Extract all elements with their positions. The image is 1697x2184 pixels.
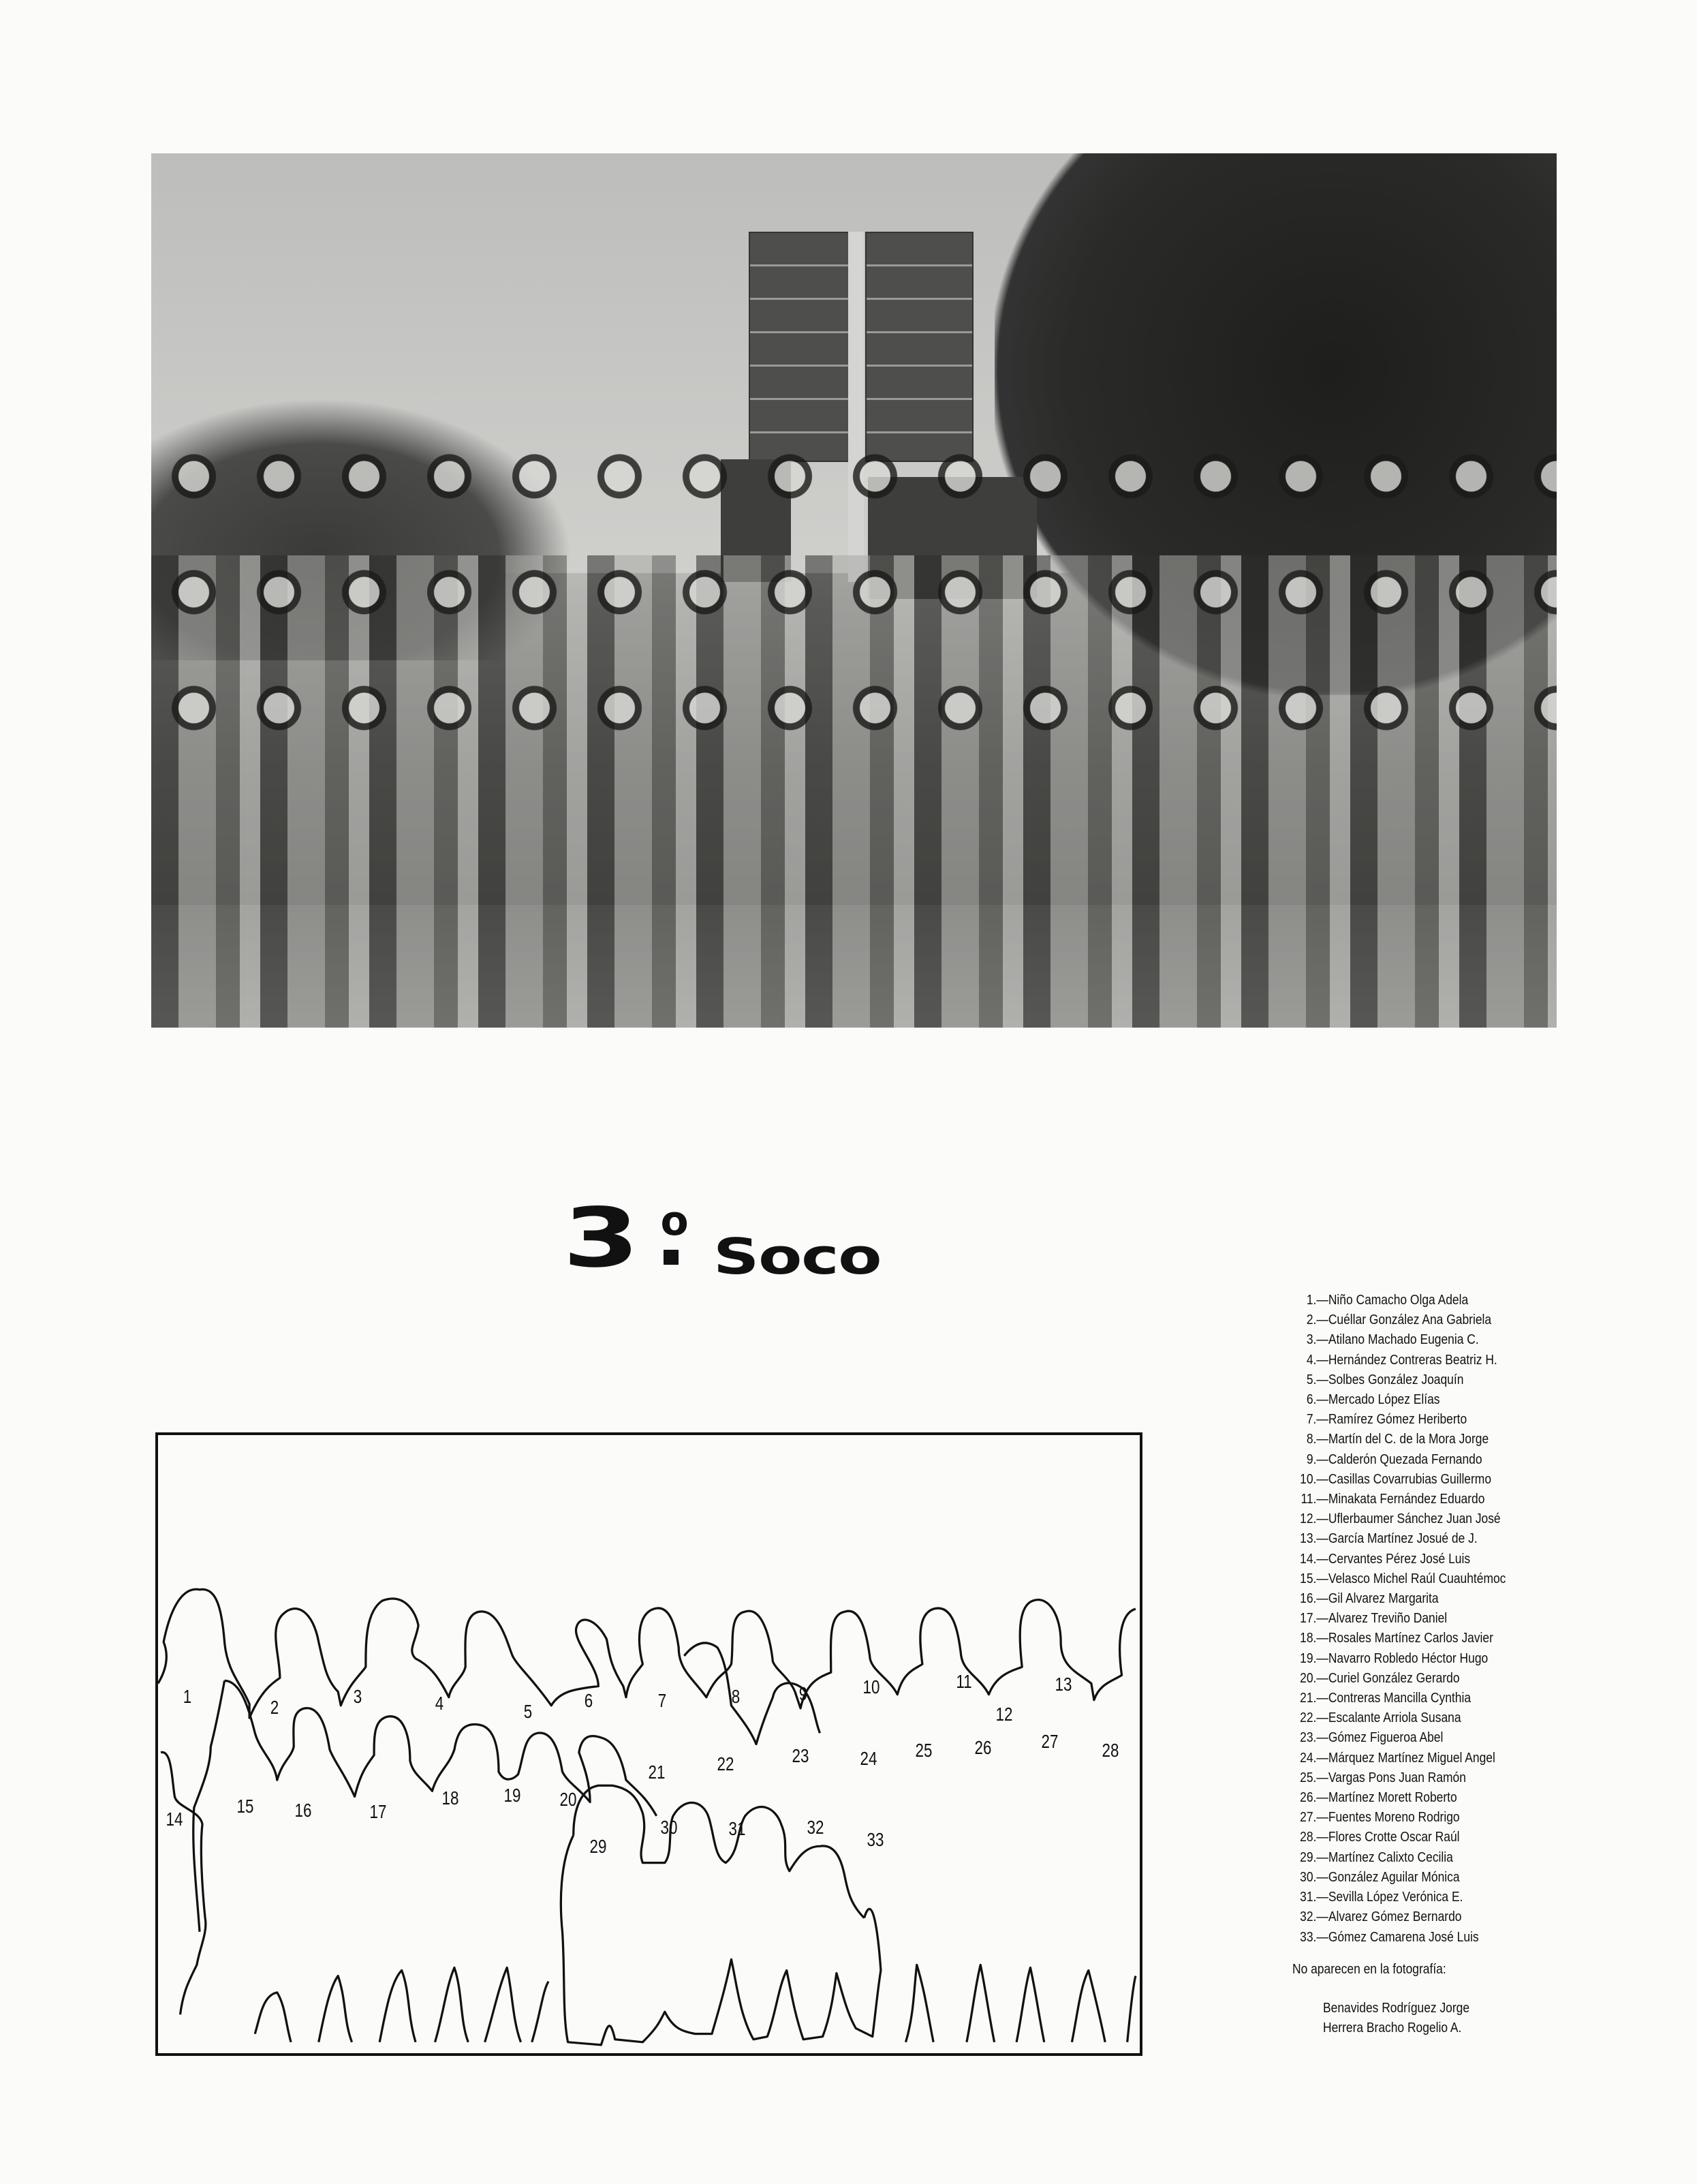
silhouette-number: 18 xyxy=(441,1787,459,1809)
roster-number: 28. xyxy=(1300,1829,1317,1845)
roster-number: 8. xyxy=(1306,1431,1317,1447)
roster-entry xyxy=(1291,1389,1506,1409)
roster-number: 32. xyxy=(1300,1909,1317,1925)
roster-name: —Gil Alvarez Margarita xyxy=(1316,1590,1439,1607)
roster-name: —Flores Crotte Oscar Raúl xyxy=(1316,1829,1460,1845)
roster-entry xyxy=(1291,1549,1506,1569)
silhouette-number: 23 xyxy=(792,1744,809,1766)
roster-number: 33. xyxy=(1300,1928,1317,1945)
silhouette-key-diagram xyxy=(155,1432,1142,2056)
roster-number: 26. xyxy=(1300,1789,1317,1806)
roster-name: —Martín del C. de la Mora Jorge xyxy=(1316,1431,1489,1447)
ordinal-dot xyxy=(664,1250,679,1265)
silhouette-number: 22 xyxy=(717,1753,734,1774)
roster-number: 29. xyxy=(1300,1849,1317,1865)
roster-entry xyxy=(1291,1569,1506,1588)
roster-number: 18. xyxy=(1300,1630,1317,1646)
silhouette-number: 8 xyxy=(731,1685,740,1707)
roster-entry xyxy=(1291,1688,1506,1708)
roster-name: —Martínez Calixto Cecilia xyxy=(1316,1849,1453,1865)
roster-name: —Alvarez Gómez Bernardo xyxy=(1316,1909,1462,1925)
silhouette-number: 28 xyxy=(1102,1739,1119,1761)
roster-name: —González Aguilar Mónica xyxy=(1316,1868,1460,1885)
roster-entry xyxy=(1291,1887,1506,1907)
roster-name: —Gómez Camarena José Luis xyxy=(1316,1928,1479,1945)
silhouette-number: 26 xyxy=(974,1736,992,1758)
photo-sign-right xyxy=(865,232,974,462)
roster-number: 16. xyxy=(1300,1590,1317,1607)
silhouette-number: 29 xyxy=(589,1835,607,1857)
absent-student: Benavides Rodríguez Jorge xyxy=(1323,2000,1470,2016)
roster-name: —Cuéllar González Ana Gabriela xyxy=(1316,1312,1492,1328)
roster-number: 31. xyxy=(1300,1889,1317,1905)
roster-entry xyxy=(1291,1449,1506,1469)
group-name: Soco xyxy=(713,1228,882,1285)
roster-name: —Calderón Quezada Fernando xyxy=(1316,1451,1482,1467)
silhouette-number: 1 xyxy=(183,1685,191,1707)
roster-number: 17. xyxy=(1300,1610,1317,1627)
roster-entry xyxy=(1291,1329,1506,1349)
roster-number: 3. xyxy=(1306,1332,1317,1348)
roster-name: —Ramírez Gómez Heriberto xyxy=(1316,1411,1467,1428)
silhouette-number: 7 xyxy=(657,1689,667,1711)
roster-name: —Casillas Covarrubias Guillermo xyxy=(1316,1471,1492,1487)
roster-number: 9. xyxy=(1306,1451,1317,1467)
roster-entry xyxy=(1291,1807,1506,1827)
roster-entry xyxy=(1291,1370,1506,1389)
roster-number: 2. xyxy=(1306,1312,1317,1328)
roster-entry xyxy=(1291,1867,1506,1887)
roster-entry xyxy=(1291,1847,1506,1867)
silhouette-number: 5 xyxy=(523,1701,532,1723)
roster-name: —Velasco Michel Raúl Cuauhtémoc xyxy=(1316,1570,1506,1586)
roster-entry xyxy=(1291,1628,1506,1648)
roster-name: —Cervantes Pérez José Luis xyxy=(1316,1550,1471,1567)
roster-entry xyxy=(1291,1489,1506,1509)
silhouette-number: 19 xyxy=(503,1785,521,1806)
grade-number: 3 xyxy=(563,1191,638,1286)
roster-number: 15. xyxy=(1300,1570,1317,1586)
roster-name: —Vargas Pons Juan Ramón xyxy=(1316,1769,1466,1785)
roster-name: —Atilano Machado Eugenia C. xyxy=(1316,1332,1479,1348)
silhouette-number: 31 xyxy=(728,1817,746,1839)
silhouette-number: 9 xyxy=(798,1682,808,1704)
roster-entry xyxy=(1291,1509,1506,1528)
roster-entry xyxy=(1291,1648,1506,1668)
roster-name: —Minakata Fernández Eduardo xyxy=(1316,1491,1485,1507)
roster-name: —Alvarez Treviño Daniel xyxy=(1316,1610,1448,1627)
silhouette-number: 16 xyxy=(294,1800,312,1821)
silhouette-number: 13 xyxy=(1055,1673,1072,1695)
roster-entry xyxy=(1291,1787,1506,1807)
silhouette-number: 14 xyxy=(166,1808,183,1830)
roster-entry xyxy=(1291,1827,1506,1847)
roster-number: 22. xyxy=(1300,1710,1317,1726)
silhouette-number: 10 xyxy=(862,1676,880,1697)
roster-entry xyxy=(1291,1768,1506,1787)
roster-number: 4. xyxy=(1306,1351,1317,1368)
silhouette-number: 2 xyxy=(270,1696,279,1718)
roster-entry xyxy=(1291,1429,1506,1449)
silhouette-number: 24 xyxy=(860,1747,877,1769)
roster-number: 5. xyxy=(1306,1371,1317,1387)
roster-number: 21. xyxy=(1300,1690,1317,1706)
roster-name: —Mercado López Elías xyxy=(1316,1391,1440,1408)
roster-name: —Gómez Figueroa Abel xyxy=(1316,1729,1444,1746)
roster-number: 19. xyxy=(1300,1650,1317,1666)
ordinal-indicator: o xyxy=(660,1197,689,1245)
silhouette-outlines xyxy=(158,1435,1140,2053)
roster-name: —Solbes González Joaquín xyxy=(1316,1371,1464,1387)
roster-number: 10. xyxy=(1300,1471,1317,1487)
roster-name: —Sevilla López Verónica E. xyxy=(1316,1889,1463,1905)
roster-entry xyxy=(1291,1310,1506,1329)
silhouette-number: 33 xyxy=(867,1828,884,1850)
roster-number: 11. xyxy=(1301,1491,1317,1507)
silhouette-number: 30 xyxy=(660,1816,678,1838)
roster-entry xyxy=(1291,1290,1506,1310)
page-title xyxy=(563,1191,882,1286)
roster-name: —Contreras Mancilla Cynthia xyxy=(1316,1690,1472,1706)
roster-entry xyxy=(1291,1608,1506,1628)
roster-entry xyxy=(1291,1409,1506,1429)
roster-number: 14. xyxy=(1300,1550,1317,1567)
roster-entry xyxy=(1291,1748,1506,1768)
roster-name: —Curiel González Gerardo xyxy=(1316,1670,1460,1686)
roster-name: —Márquez Martínez Miguel Angel xyxy=(1316,1749,1495,1766)
silhouette-number: 6 xyxy=(584,1689,593,1711)
roster-entry xyxy=(1291,1907,1506,1926)
silhouette-number: 11 xyxy=(956,1670,972,1692)
photo-faces xyxy=(151,442,1557,791)
roster-number: 27. xyxy=(1300,1809,1317,1826)
roster-number: 20. xyxy=(1300,1670,1317,1686)
class-photo xyxy=(151,153,1557,1028)
roster-entry xyxy=(1291,1469,1506,1489)
roster-name: —Uflerbaumer Sánchez Juan José xyxy=(1316,1511,1501,1527)
silhouette-number: 4 xyxy=(435,1692,443,1714)
roster-name: —Rosales Martínez Carlos Javier xyxy=(1316,1630,1493,1646)
roster-entry xyxy=(1291,1708,1506,1727)
silhouette-number: 15 xyxy=(236,1796,254,1817)
photo-sign-left xyxy=(749,232,857,462)
roster-entry xyxy=(1291,1727,1506,1747)
roster-entry xyxy=(1291,1350,1506,1370)
silhouette-number: 12 xyxy=(995,1704,1013,1725)
roster-name: —Escalante Arriola Susana xyxy=(1316,1710,1461,1726)
roster-number: 12. xyxy=(1300,1511,1317,1527)
roster-number: 25. xyxy=(1300,1769,1317,1785)
roster-name: —Navarro Robledo Héctor Hugo xyxy=(1316,1650,1489,1666)
roster-entry xyxy=(1291,1927,1506,1947)
roster-number: 13. xyxy=(1300,1531,1317,1547)
roster-name: —Niño Camacho Olga Adela xyxy=(1316,1292,1469,1308)
silhouette-number: 3 xyxy=(353,1685,362,1707)
roster-name: —Fuentes Moreno Rodrigo xyxy=(1316,1809,1460,1826)
silhouette-number: 20 xyxy=(559,1789,577,1811)
absent-heading: No aparecen en la fotografía: xyxy=(1292,1961,1446,1977)
roster-name: —Martínez Morett Roberto xyxy=(1316,1789,1457,1806)
roster-name: —García Martínez Josué de J. xyxy=(1316,1531,1478,1547)
silhouette-number: 25 xyxy=(915,1739,933,1761)
roster-entry xyxy=(1291,1528,1506,1548)
absent-list xyxy=(1323,1998,1469,2037)
roster-number: 24. xyxy=(1300,1749,1317,1766)
roster-number: 23. xyxy=(1300,1729,1317,1746)
roster-number: 1. xyxy=(1306,1292,1317,1308)
silhouette-number: 27 xyxy=(1041,1731,1059,1753)
roster-entry xyxy=(1291,1588,1506,1608)
student-roster xyxy=(1291,1290,1506,1947)
silhouette-number: 17 xyxy=(369,1801,387,1823)
roster-name: —Hernández Contreras Beatriz H. xyxy=(1316,1351,1497,1368)
absent-student: Herrera Bracho Rogelio A. xyxy=(1323,2020,1462,2035)
roster-entry xyxy=(1291,1668,1506,1688)
silhouette-number: 32 xyxy=(807,1816,824,1838)
roster-number: 7. xyxy=(1306,1411,1317,1428)
roster-number: 6. xyxy=(1306,1391,1317,1408)
roster-number: 30. xyxy=(1300,1868,1317,1885)
silhouette-number: 21 xyxy=(648,1761,666,1783)
